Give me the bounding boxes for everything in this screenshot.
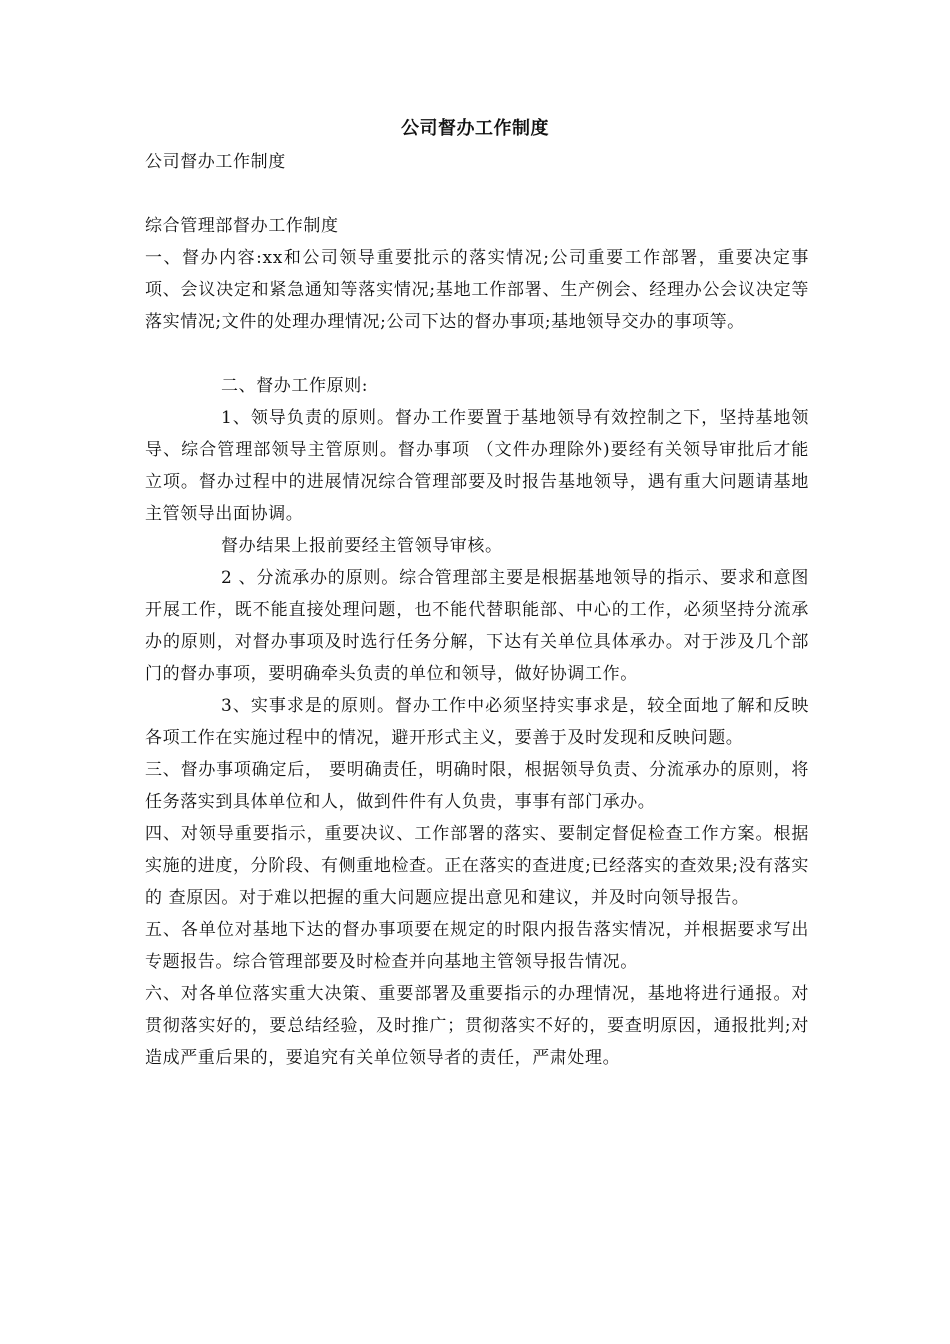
paragraph-6: 六、对各单位落实重大决策、重要部署及重要指示的办理情况，基地将进行通报。对贯彻落实好的，要总结经验，及时推广；贯彻落实不好的，要查明原因，通报批判;对造成严重后果的，要追究有关单位领导者的责任，严肃处理。 xyxy=(145,984,809,1068)
paragraph-2-heading: 二、督办工作原则: xyxy=(221,376,369,396)
paragraph-2-3: 3、实事求是的原则。督办工作中必须坚持实事求是，较全面地了解和反映各项工作在实施过程中的情况，避开形式主义，要善于及时发现和反映问题。 xyxy=(145,696,809,748)
paragraph-2-2: 2 、分流承办的原则。综合管理部主要是根据基地领导的指示、要求和意图开展工作，既不能直接处理问题，也不能代替职能部、中心的工作，必须坚持分流承办的原则，对督办事项及时选行任务分解，下达有关单位具体承办。对于涉及几个部门的督办事项，要明确牵头负责的单位和领导，做好协调工作。 xyxy=(145,568,809,684)
blank-line xyxy=(145,178,809,210)
blank-line xyxy=(145,338,809,370)
section-heading: 综合管理部督办工作制度 xyxy=(145,216,339,236)
paragraph-1: 一、督办内容:xx和公司领导重要批示的落实情况;公司重要工作部署，重要决定事项、会议决定和紧急通知等落实情况;基地工作部署、生产例会、经理办公会议决定等落实情况;文件的处理办理情况;公司下达的督办事项;基地领导交办的事项等。 xyxy=(145,248,809,332)
paragraph-5: 五、各单位对基地下达的督办事项要在规定的时限内报告落实情况，并根据要求写出专题报告。综合管理部要及时检查并向基地主管领导报告情况。 xyxy=(145,920,809,972)
paragraph-2-1-note: 督办结果上报前要经主管领导审核。 xyxy=(221,536,503,556)
document-title: 公司督办工作制度 xyxy=(401,118,549,139)
document-body xyxy=(145,146,809,1074)
paragraph-3: 三、督办事项确定后， 要明确责任，明确时限，根据领导负责、分流承办的原则，将任务落实到具体单位和人，做到件件有人负贵，事事有部门承办。 xyxy=(145,760,809,812)
document-subtitle: 公司督办工作制度 xyxy=(145,152,286,172)
paragraph-2-1: 1、领导负责的原则。督办工作要置于基地领导有效控制之下，坚持基地领导、综合管理部领导主管原则。督办事项 （文件办理除外)要经有关领导审批后才能立项。督办过程中的进展情况综合管理部要及时报告基地领导，遇有重大问题请基地主管领导出面协调。 xyxy=(145,408,809,524)
paragraph-4: 四、对领导重要指示，重要决议、工作部署的落实、要制定督促检查工作方案。根据实施的进度，分阶段、有侧重地检查。正在落实的查进度;已经落实的查效果;没有落实的 查原因。对于难以把握的重大问题应提出意见和建议，并及时向领导报告。 xyxy=(145,824,809,908)
